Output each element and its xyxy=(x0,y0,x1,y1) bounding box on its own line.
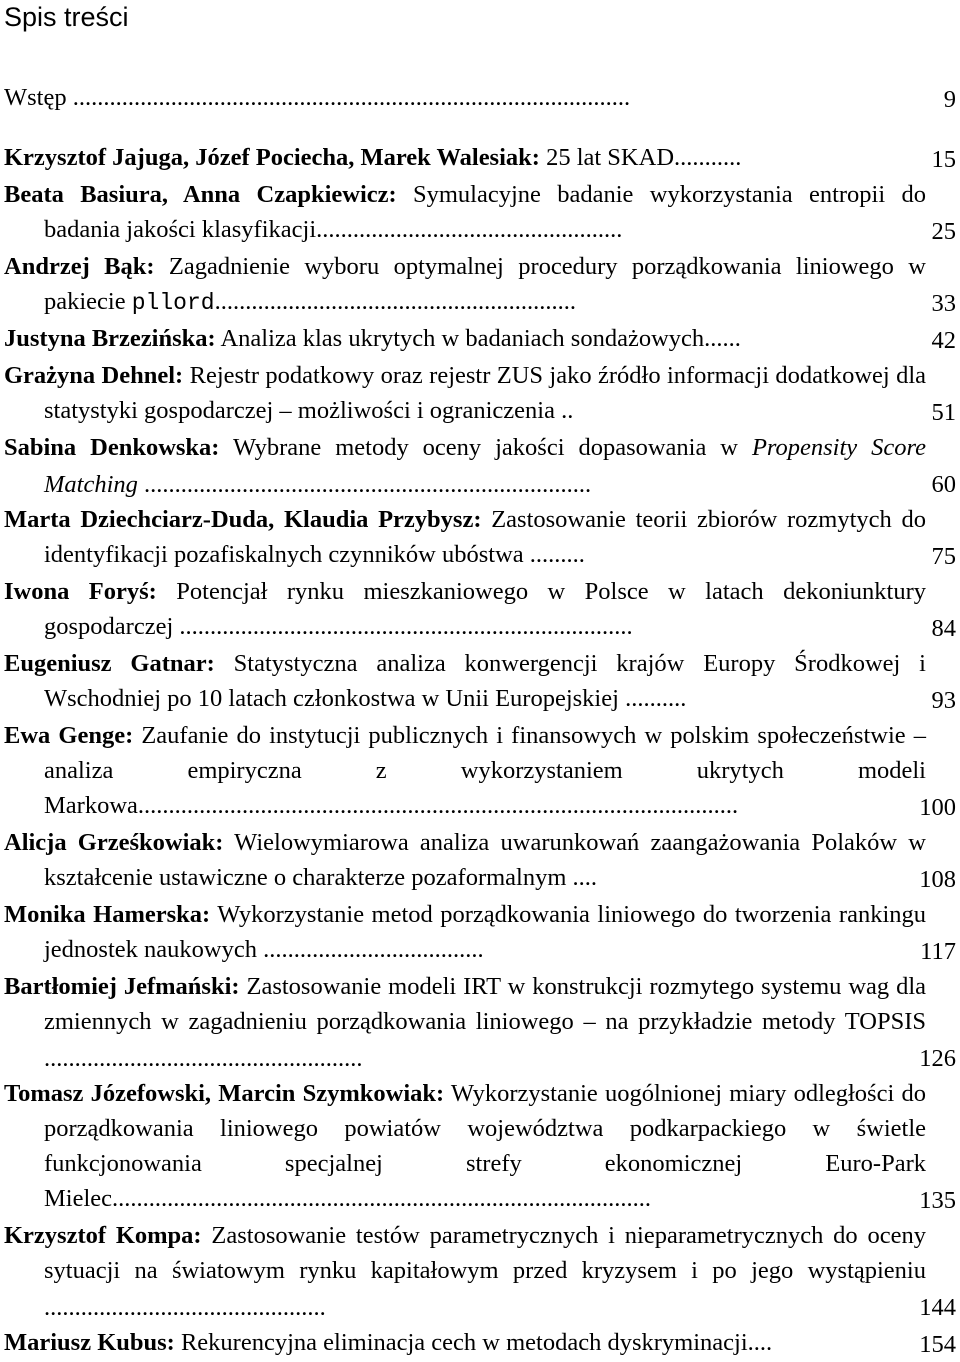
table-of-contents xyxy=(0,80,960,1362)
toc-entry-authors: Mariusz Kubus: xyxy=(4,1329,175,1356)
toc-entry-authors: Grażyna Dehnel: xyxy=(4,362,184,389)
toc-entry-leader: .................................... xyxy=(256,936,484,963)
toc-entry-leader: .................................................................................................. xyxy=(137,792,739,819)
toc-entry-title: Wielowymiarowa analiza uwarunkowań zaangażowania Polaków w kształcenie ustawiczne o charakterze pozaformalnym xyxy=(44,829,926,891)
toc-entry-authors: Alicja Grześkowiak: xyxy=(4,829,224,856)
toc-entry-title: Statystyczna analiza konwergencji krajów Europy Środkowej i Wschodniej po 10 latach członkostwa w Unii Europejskiej xyxy=(44,650,926,712)
toc-entry-text xyxy=(4,321,926,358)
toc-entry-text xyxy=(4,646,926,718)
toc-entry-authors: Monika Hamerska: xyxy=(4,901,211,928)
page-title: Spis treści xyxy=(4,2,129,32)
toc-entry-page-number: 135 xyxy=(919,1187,956,1214)
toc-entry-title: Zastosowanie modeli IRT w konstrukcji rozmytego systemu wag dla zmiennych w zagadnieniu porządkowania liniowego – na przykładzie metody TOPSIS xyxy=(44,973,926,1035)
toc-entry-page-number: 15 xyxy=(931,146,956,173)
toc-entry-page-number: 100 xyxy=(919,794,956,821)
toc-entry-authors: Krzysztof Kompa: xyxy=(4,1222,202,1249)
toc-entry[interactable] xyxy=(4,321,960,358)
toc-entry-title: Wykorzystanie uogólnionej miary odległości do porządkowania liniowego powiatów województwa podkarpackiego w świetle funkcjonowania specjalnej strefy ekonomicznej Euro-Park Mielec xyxy=(44,1080,926,1212)
toc-entry-page-number: 42 xyxy=(931,327,956,354)
toc-entry-leader: ......... xyxy=(523,541,585,568)
toc-entry-authors: Sabina Denkowska: xyxy=(4,434,220,461)
toc-entry-leader: .......... xyxy=(618,685,687,712)
toc-entry-leader: .... xyxy=(747,1329,773,1356)
toc-entry-text xyxy=(4,1325,926,1362)
toc-entry-text xyxy=(4,140,926,177)
toc-entry-leader: .................................................. xyxy=(316,216,623,243)
toc-entry-title: Zagadnienie wyboru optymalnej procedury porządkowania liniowego w pakiecie xyxy=(44,253,927,315)
toc-entry-leader: ......................................................................... xyxy=(137,471,592,498)
toc-entry-page-number: 144 xyxy=(919,1294,956,1321)
toc-entry-leader: .... xyxy=(566,864,598,891)
toc-entry-text xyxy=(4,1076,926,1218)
toc-entry[interactable] xyxy=(4,1218,960,1325)
toc-entry-authors: Beata Basiura, Anna Czapkiewicz: xyxy=(4,181,397,208)
toc-entry-leader: ........................................................................................ xyxy=(112,1185,652,1212)
toc-entry[interactable] xyxy=(4,358,960,430)
toc-entry-leader: .......................................................................... xyxy=(173,613,633,640)
toc-entry-text xyxy=(4,718,926,825)
toc-entry-page-number: 84 xyxy=(931,615,956,642)
toc-entry-text xyxy=(4,249,926,321)
toc-entry[interactable] xyxy=(4,646,960,718)
toc-entry-title: Symulacyjne badanie wykorzystania entropii do badania jakości klasyfikacji xyxy=(44,181,926,243)
toc-entry-authors: Bartłomiej Jefmański: xyxy=(4,973,240,1000)
toc-entry-title: 25 lat SKAD xyxy=(539,144,675,171)
toc-entry[interactable] xyxy=(4,1076,960,1218)
toc-entry-authors: Eugeniusz Gatnar: xyxy=(4,650,215,677)
toc-entry-text xyxy=(4,430,926,502)
toc-entry-text xyxy=(4,825,926,897)
toc-entry-page-number: 108 xyxy=(919,866,956,893)
toc-entry[interactable] xyxy=(4,502,960,574)
toc-entry[interactable] xyxy=(4,718,960,825)
toc-entry-title: Potencjał rynku mieszkaniowego w Polsce w latach dekoniunktury gospodarczej xyxy=(44,578,926,640)
toc-entry[interactable] xyxy=(4,140,960,177)
toc-entry-title: Rejestr podatkowy oraz rejestr ZUS jako źródło informacji dodatkowej dla statystyki gospodarczej – możliwości i ograniczenia xyxy=(44,362,927,424)
toc-entry-authors: Justyna Brzezińska: xyxy=(4,325,216,352)
toc-entry-title: Wykorzystanie metod porządkowania liniowego do tworzenia rankingu jednostek naukowych xyxy=(44,901,927,963)
toc-entry-text xyxy=(4,177,926,249)
toc-entry-page-number: 93 xyxy=(931,687,956,714)
toc-entry-page-number: 154 xyxy=(919,1331,956,1358)
toc-entry-authors: Iwona Foryś: xyxy=(4,578,157,605)
toc-entry-authors: Krzysztof Jajuga, Józef Pociecha, Marek Walesiak: xyxy=(4,144,540,171)
toc-entry-leader: .. xyxy=(554,397,574,424)
toc-entry-authors: Ewa Genge: xyxy=(4,722,134,749)
toc-entry-leader: .................................................... xyxy=(44,1045,363,1072)
toc-entry[interactable] xyxy=(4,80,960,117)
toc-entry-leader: ........................................................... xyxy=(214,288,576,315)
toc-entry-text xyxy=(4,358,926,430)
toc-entry-text xyxy=(4,969,926,1076)
toc-entry-page-number: 117 xyxy=(920,938,956,965)
toc-entry[interactable] xyxy=(4,969,960,1076)
toc-entry[interactable] xyxy=(4,574,960,646)
toc-entry-title: Rekurencyjna eliminacja cech w metodach dyskryminacji xyxy=(174,1329,748,1356)
toc-entry-page-number: 126 xyxy=(919,1045,956,1072)
toc-entry-text xyxy=(4,1218,926,1325)
toc-entry-text xyxy=(4,502,926,574)
toc-entry-title: Wybrane metody oceny jakości dopasowania w xyxy=(219,434,752,461)
toc-entry-leader: ...... xyxy=(704,325,741,352)
toc-entry-authors: Marta Dziechciarz-Duda, Klaudia Przybysz: xyxy=(4,506,482,533)
toc-entry-leader: ........... xyxy=(674,144,742,171)
toc-entry-page-number: 9 xyxy=(943,86,956,113)
toc-entry-page-number: 25 xyxy=(931,218,956,245)
toc-entry-page-number: 33 xyxy=(931,290,956,317)
toc-entry[interactable] xyxy=(4,430,960,502)
toc-entry-title-italic: Propensity Score Matching xyxy=(44,434,926,498)
toc-entry-page-number: 60 xyxy=(931,471,956,498)
toc-entry-title: Analiza klas ukrytych w badaniach sondażowych xyxy=(215,325,705,352)
toc-entry-title: Zastosowanie testów parametrycznych i nieparametrycznych do oceny sytuacji na światowym rynku kapitałowym przed kryzysem i po jego wystąpieniu xyxy=(44,1222,926,1284)
toc-entry-title-code: pllord xyxy=(131,290,215,316)
toc-entry[interactable] xyxy=(4,177,960,249)
toc-entry[interactable] xyxy=(4,825,960,897)
toc-entry-authors: Andrzej Bąk: xyxy=(4,253,155,280)
toc-entry-leader: ........................................................................................... xyxy=(66,84,631,111)
toc-entry-leader: .............................................. xyxy=(44,1294,326,1321)
toc-entry-text xyxy=(4,897,926,969)
toc-entry-title: Zastosowanie teorii zbiorów rozmytych do identyfikacji pozafiskalnych czynników ubóstwa xyxy=(44,506,926,568)
toc-entry-text xyxy=(4,80,926,117)
toc-entry-authors: Tomasz Józefowski, Marcin Szymkowiak: xyxy=(4,1080,445,1107)
toc-entry-title: Zaufanie do instytucji publicznych i finansowych w polskim społeczeństwie – analiza empiryczna z wykorzystaniem ukrytych modeli Markowa xyxy=(44,722,926,819)
toc-entry[interactable] xyxy=(4,897,960,969)
toc-entry-text xyxy=(4,574,926,646)
toc-entry[interactable] xyxy=(4,249,960,321)
toc-entry-page-number: 51 xyxy=(931,399,956,426)
toc-entry-page-number: 75 xyxy=(931,543,956,570)
toc-entry-title: Wstęp xyxy=(4,84,67,111)
toc-entry[interactable] xyxy=(4,1325,960,1362)
